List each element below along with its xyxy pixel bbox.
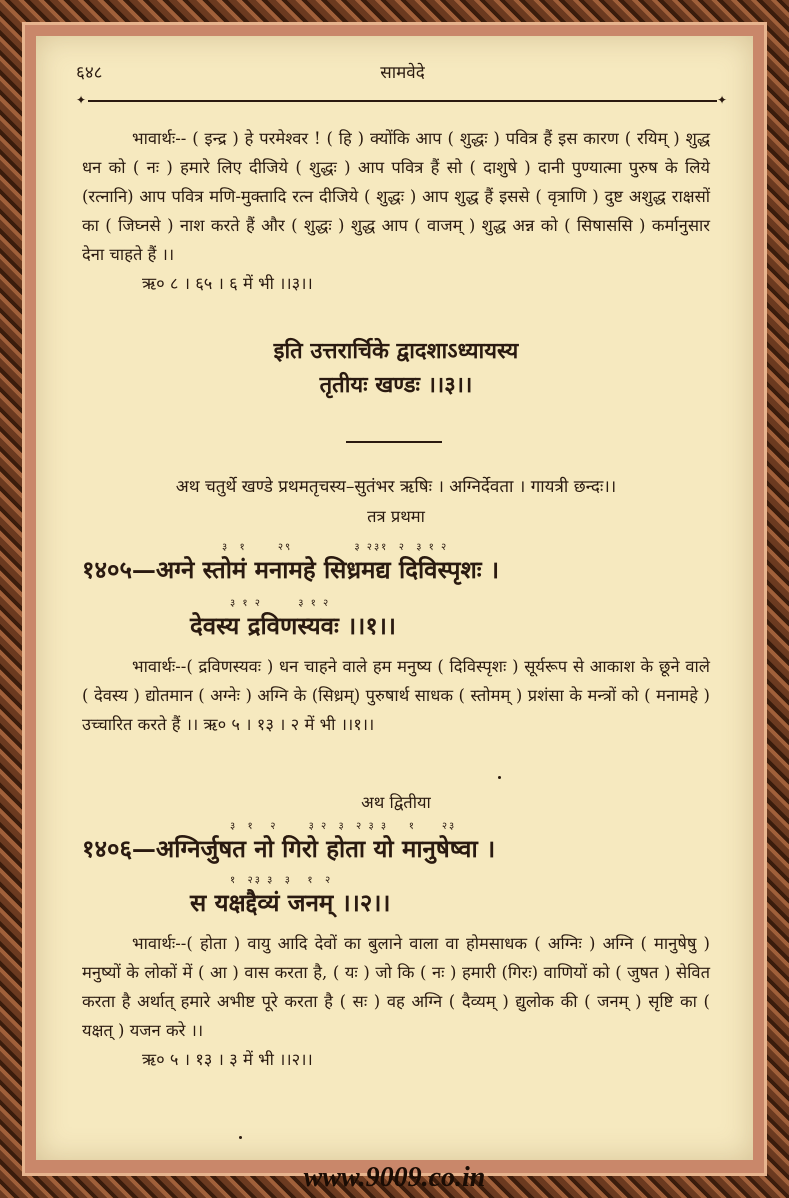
closing-line-2: तृतीयः खण्डः ।।३।।	[319, 372, 473, 398]
rishi-devata-chhanda: अथ चतुर्थे खण्डे प्रथमतृचस्य–सुतंभर ऋषिः । अग्निर्देवता । गायत्री छन्दः।।	[175, 477, 617, 497]
mantra-1406-line1: १४०६—अग्निर्जुषत नो गिरो होता यो मानुषेष्वा ।	[82, 834, 496, 863]
svara-marks-line3: ३ १ २ ३ २ ३ २ ३ ३ १ २३	[230, 821, 457, 832]
header-ornament-rule	[76, 94, 729, 108]
page-header	[76, 60, 729, 88]
mantra-1406-line2: स यक्षद्दैव्यं जनम् ।।२।।	[190, 888, 391, 917]
svara-marks-line4: १ २३ ३ ३ १ २	[230, 875, 333, 886]
svara-marks-line1: ३ १ २९ ३ २३१ २ ३ १ २	[222, 542, 449, 553]
closing-line-1: इति उत्तरार्चिके द्वादशाऽध्यायस्य	[273, 338, 519, 364]
svara-marks-line2: ३ १ २ ३ १ २	[230, 598, 331, 609]
mantra-1406-bhavarth: भावार्थः--( होता ) वायु आदि देवों का बुलाने वाला वा होमसाधक ( अग्निः ) अग्नि ( मानुषेषु ) मनुष्यों के लोकों में ( आ ) वास करता है, ( यः ) जो कि ( नः ) हमारी (गिरः) वाणियों को ( जुषत ) सेवित करता है अर्थात् हमारे अभीष्ट पूरे करता है ( सः ) वह अग्नि ( दैव्यम् ) द्युलोक की ( जनम् ) सृष्टि का ( यक्षत् ) यजन करे ।।	[82, 934, 710, 1040]
book-page	[36, 36, 753, 1160]
mantra-1405	[82, 542, 710, 739]
website-url[interactable]: www.9009.co.in	[303, 1162, 486, 1193]
mantra-1405-line2: देवस्य द्रविणस्यवः ।।१।।	[190, 611, 397, 640]
ink-speck	[239, 1136, 242, 1139]
bhavarth-paragraph: भावार्थः-- ( इन्द्र ) हे परमेश्वर ! ( हि ) क्योंकि आप ( शुद्धः ) पवित्र हैं इस कारण ( रयिम् ) शुद्ध धन को ( नः ) हमारे लिए दीजिये ( शुद्धः ) आप पवित्र हैं सो ( दाशुषे ) दानी पुण्यात्मा पुरुष के लिये (रत्नानि) आप पवित्र मणि-मुक्तादि रत्न दीजिये ( शुद्धः ) आप शुद्ध हैं इससे ( वृत्राणि ) दुष्ट अशुद्ध राक्षसों का ( जिघ्नसे ) नाश करते हैं और ( शुद्धः ) शुद्ध आप ( वाजम् ) शुद्ध अन्न को ( सिषाससि ) कर्मानुसार देना चाहते हैं ।।	[82, 129, 710, 264]
ornament-right-icon: ✦	[717, 93, 728, 107]
mantra-1405-bhavarth: भावार्थः--( द्रविणस्यवः ) धन चाहने वाले हम मनुष्य ( दिविस्पृशः ) सूर्यरूप से आकाश के छूने वाले ( देवस्य ) द्योतमान ( अग्नेः ) अग्नि के (सिध्रम्) पुरुषार्थ साधक ( स्तोमम् ) प्रशंसा के मन्त्रों को ( मनामहे ) उच्चारित करते हैं ।। ऋ० ५ । १३ । २ में भी ।।१।।	[82, 657, 710, 734]
khanda-heading	[82, 472, 710, 531]
running-title: सामवेदे	[380, 63, 425, 83]
section-divider	[346, 441, 442, 443]
rigveda-reference-2: ऋ० ५ । १३ । ३ में भी ।।२।।	[142, 1050, 313, 1069]
mantra-1405-line1: १४०५—अग्ने स्तोमं मनामहे सिध्रमद्य दिविस्पृशः ।	[82, 555, 500, 584]
section1	[82, 124, 710, 298]
tatra-prathama: तत्र प्रथमा	[367, 507, 425, 526]
page-number: ६४८	[76, 63, 103, 83]
ornament-left-icon: ✦	[76, 93, 87, 107]
closing-block	[82, 334, 710, 402]
mantra-1406	[82, 788, 710, 1074]
rigveda-reference: ऋ० ८ । ६५ । ६ में भी ।।३।।	[142, 274, 313, 293]
atha-dvitiya: अथ द्वितीया	[361, 793, 431, 812]
ink-speck	[498, 776, 501, 779]
